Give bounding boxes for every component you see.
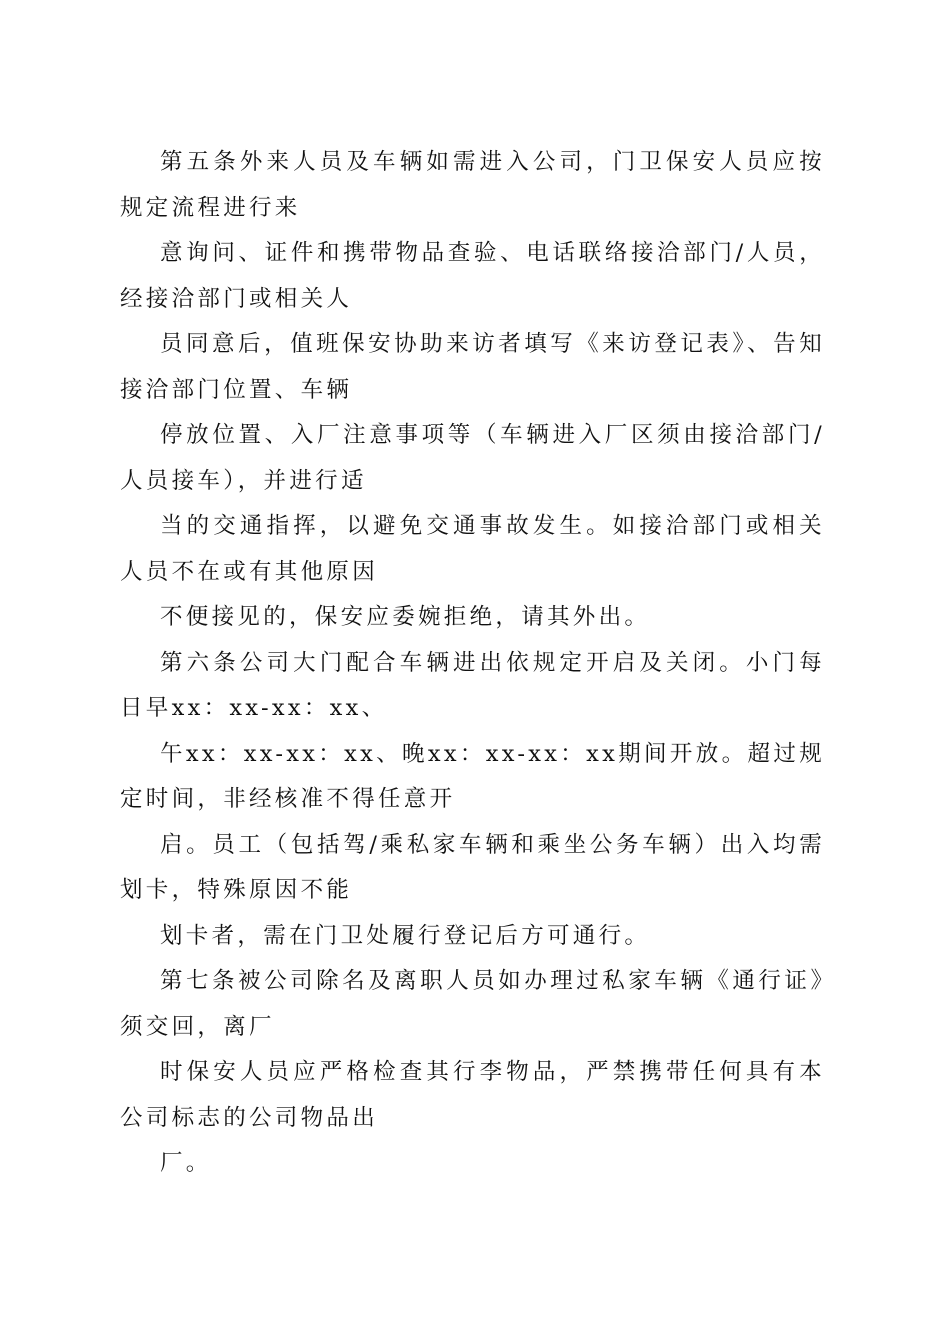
article-5-paragraph-4: 停放位置、入厂注意事项等（车辆进入厂区须由接洽部门/人员接车），并进行适 [120,422,825,494]
article-6-paragraph-2: 午xx：xx-xx：xx、晚xx：xx-xx：xx期间开放。超过规定时间，非经核准不得任意开 [120,740,825,812]
article-5-paragraph-6: 不便接见的，保安应委婉拒绝，请其外出。 [160,604,651,630]
article-7-paragraph-2: 时保安人员应严格检查其行李物品，严禁携带任何具有本公司标志的公司物品出 [120,1059,825,1131]
document-body [120,140,825,1187]
article-5-paragraph-3: 员同意后，值班保安协助来访者填写《来访登记表》、告知接洽部门位置、车辆 [120,331,825,403]
article-5-paragraph-5: 当的交通指挥，以避免交通事故发生。如接洽部门或相关人员不在或有其他原因 [120,513,825,585]
article-7-paragraph-1: 第七条被公司除名及离职人员如办理过私家车辆《通行证》须交回，离厂 [120,968,825,1040]
article-7-paragraph-3: 厂。 [160,1150,212,1176]
article-6-paragraph-1: 第六条公司大门配合车辆进出依规定开启及关闭。小门每日早xx：xx-xx：xx、 [120,649,825,721]
article-6-paragraph-3: 启。员工（包括驾/乘私家车辆和乘坐公务车辆）出入均需划卡，特殊原因不能 [120,831,825,903]
article-5-paragraph-1: 第五条外来人员及车辆如需进入公司，门卫保安人员应按规定流程进行来 [120,149,825,221]
article-6-paragraph-4: 划卡者，需在门卫处履行登记后方可通行。 [160,922,651,949]
article-5-paragraph-2: 意询问、证件和携带物品查验、电话联络接洽部门/人员，经接洽部门或相关人 [120,240,825,312]
